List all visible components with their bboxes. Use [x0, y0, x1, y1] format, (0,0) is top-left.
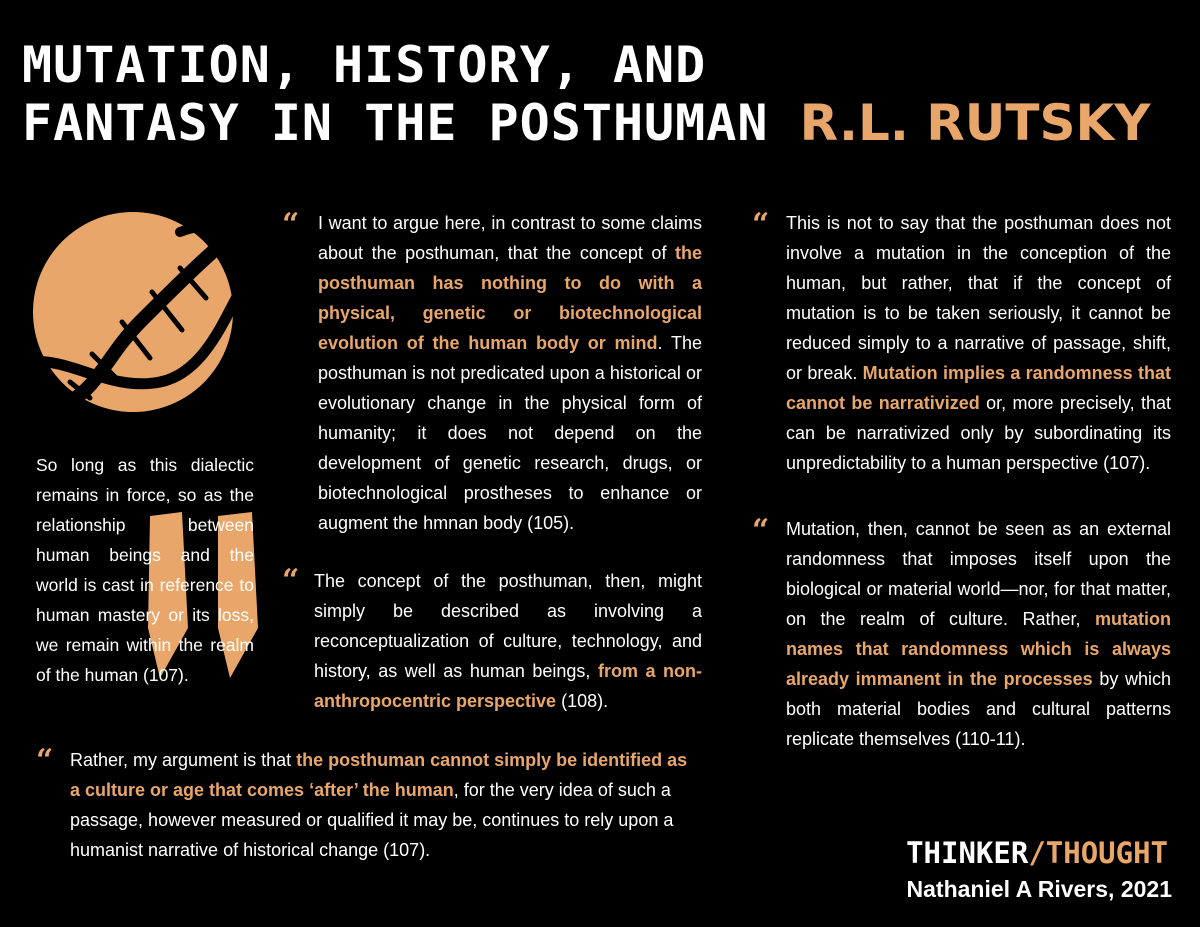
quote-5 [70, 745, 700, 865]
quote-mark-icon: “ [752, 513, 770, 548]
quote-1 [318, 208, 702, 538]
title-line-1: MUTATION, HISTORY, AND [22, 36, 707, 94]
quote-5-text: Rather, my argument is that [70, 750, 297, 770]
quote-5-highlight: the posthuman cannot simply be identified as a culture or age that comes ‘after’ the human [70, 750, 688, 800]
quote-2-text: The concept of the posthuman, then, might simply be described as involving a reconceptualization of culture, technology, and history, as well as human beings, [314, 571, 702, 681]
brand-thought: THOUGHT [1045, 836, 1168, 870]
quote-mark-icon: “ [752, 207, 770, 242]
quote-3-text-end: or, more precisely, that can be narrativized only by subordinating its unpredictability to a human perspective (107). [786, 393, 1171, 473]
quote-mark-icon: “ [282, 563, 300, 598]
quote-1-text-end: . The posthuman is not predicated upon a historical or evolutionary change in the physical form of humanity; it does not depend on the development of genetic research, drugs, or biotechnological prostheses to enhance or augment the hmnan body (105). [318, 333, 702, 533]
title-line-2: FANTASY IN THE POSTHUMAN [22, 94, 769, 152]
quote-2-text-end: (108). [556, 691, 609, 711]
quote-2 [314, 566, 702, 716]
quote-4 [786, 514, 1171, 754]
quote-4-highlight: mutation names that randomness which is always already immanent in the processes [786, 609, 1171, 689]
quote-mark-icon: “ [282, 207, 300, 242]
dna-helix-icon [30, 212, 260, 412]
series-brand [906, 836, 1168, 870]
author-name: R.L. RUTSKY [799, 94, 1151, 152]
quote-1-highlight: the posthuman has nothing to do with a physical, genetic or biotechnological evolution of the human body or mind [318, 243, 702, 353]
quote-4-text: Mutation, then, cannot be seen as an external randomness that imposes itself upon the biological or material world—nor, for that matter, on the realm of culture. Rather, [786, 519, 1171, 629]
quote-mark-icon: “ [36, 743, 54, 778]
author-credit: Nathaniel A Rivers, 2021 [906, 876, 1172, 902]
brand-slash: / [1028, 836, 1046, 870]
quote-4-text-end: by which both material bodies and cultural patterns replicate themselves (110-11). [786, 669, 1171, 749]
brand-thinker: THINKER [906, 836, 1029, 870]
quote-1-text: I want to argue here, in contrast to some claims about the posthuman, that the concept of [318, 213, 702, 263]
quote-2-highlight: from a non-anthropocentric perspective [314, 661, 702, 711]
quote-3-highlight: Mutation implies a randomness that cannot be narrativized [786, 363, 1171, 413]
quote-3-text: This is not to say that the posthuman does not involve a mutation in the conception of the human, but rather, that if the concept of mutation is to be taken seriously, it cannot be reduced simply to a narrative of passage, shift, or break. [786, 213, 1171, 383]
dna-emblem [30, 212, 260, 412]
left-column-text: So long as this dialectic remains in force, so as the relationship between human beings and the world is cast in reference to human mastery or its loss, we remain within the realm of the human (107). [36, 455, 254, 685]
quote-3 [786, 208, 1171, 478]
quote-5-text-end: , for the very idea of such a passage, however measured or qualified it may be, continues to rely upon a humanist narrative of historical change (107). [70, 780, 674, 860]
poster-title [22, 36, 1182, 152]
